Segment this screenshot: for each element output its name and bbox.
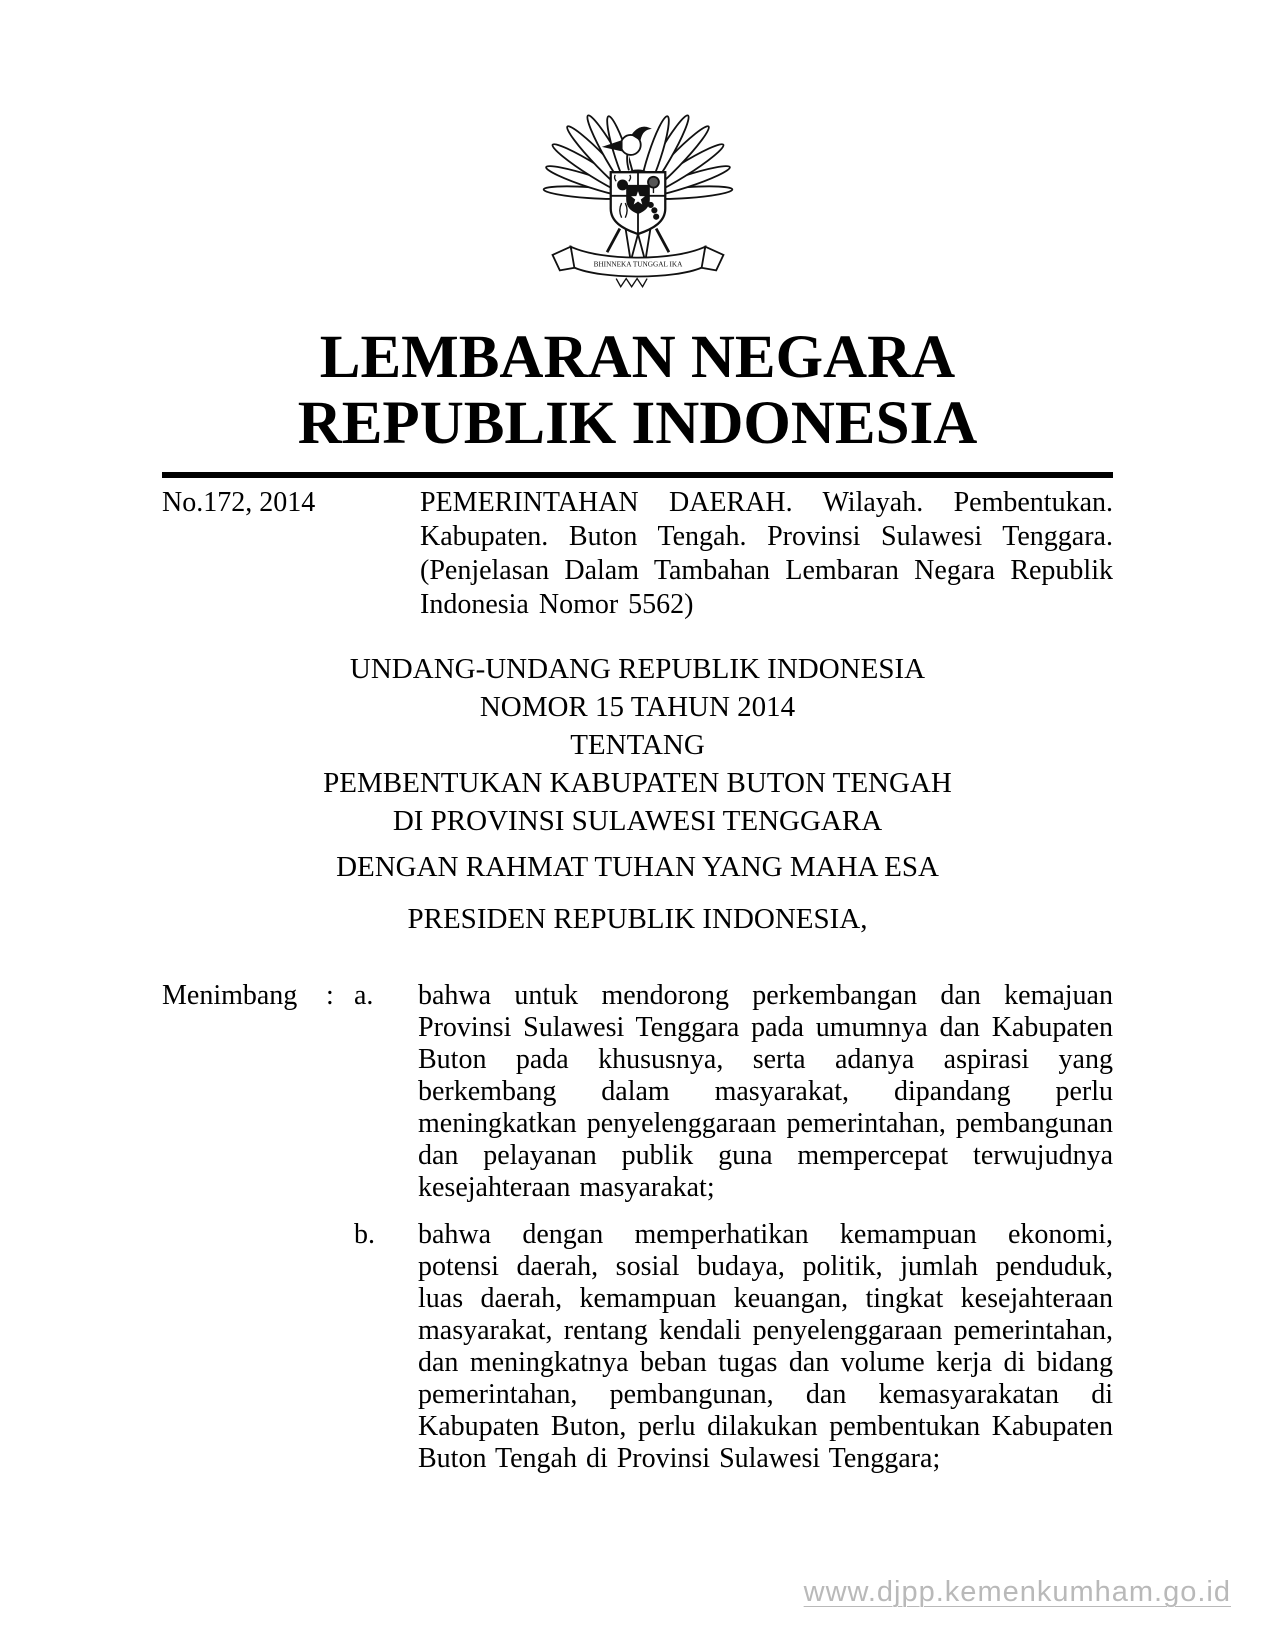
law-heading-line1: UNDANG-UNDANG REPUBLIK INDONESIA bbox=[349, 653, 926, 685]
law-heading-line5: DI PROVINSI SULAWESI TENGGARA bbox=[392, 805, 883, 837]
law-heading-line4: PEMBENTUKAN KABUPATEN BUTON TENGAH bbox=[323, 767, 952, 799]
considerations-label: Menimbang bbox=[162, 980, 298, 1011]
authority-line: PRESIDEN REPUBLIK INDONESIA, bbox=[407, 903, 868, 935]
garuda-icon bbox=[538, 88, 738, 300]
considerations-list bbox=[354, 980, 1113, 1475]
gazette-title-line1: LEMBARAN NEGARA bbox=[319, 324, 956, 391]
bull-glyph bbox=[618, 180, 627, 189]
issue-number: No.172, 2014 bbox=[162, 487, 316, 518]
item-marker: a. bbox=[354, 980, 374, 1011]
issue-row bbox=[162, 486, 1113, 622]
emblem-motto: BHINNEKA TUNGGAL IKA bbox=[593, 260, 683, 269]
title-divider-rule bbox=[162, 472, 1113, 478]
issue-subject: PEMERINTAHAN DAERAH. Wilayah. Pembentukan. Kabupaten. Buton Tengah. Provinsi Sulawesi Tenggara. (Penjelasan Dalam Tambahan Lembaran Negara Republik Indonesia Nomor 5562) bbox=[420, 487, 1113, 620]
considerations-separator: : bbox=[326, 980, 334, 1011]
law-heading bbox=[0, 650, 1275, 840]
watermark-url: www.djpp.kemenkumham.go.id bbox=[803, 1576, 1231, 1608]
consideration-item-a bbox=[354, 980, 1113, 1204]
consideration-item-b bbox=[354, 1219, 1113, 1475]
invocation-line: DENGAN RAHMAT TUHAN YANG MAHA ESA bbox=[336, 851, 939, 883]
item-text: bahwa dengan memperhatikan kemampuan ekonomi, potensi daerah, sosial budaya, politik, jumlah penduduk, luas daerah, kemampuan keuangan, tingkat kesejahteraan masyarakat, rentang kendali penyelenggaraan pemerintahan, dan meningkatnya beban tugas dan volume kerja di bidang pemerintahan, pembangunan, dan kemasyarakatan di Kabupaten Buton, perlu dilakukan pembentukan Kabupaten Buton Tengah di Provinsi Sulawesi Tenggara; bbox=[418, 1219, 1113, 1474]
law-heading-line3: TENTANG bbox=[570, 729, 705, 761]
law-heading-line2: NOMOR 15 TAHUN 2014 bbox=[479, 691, 796, 723]
gazette-title bbox=[0, 325, 1275, 457]
item-text: bahwa untuk mendorong perkembangan dan kemajuan Provinsi Sulawesi Tenggara pada umumnya dan Kabupaten Buton pada khususnya, serta adanya aspirasi yang berkembang dalam masyarakat, dipandang perlu meningkatkan penyelenggaraan pemerintahan, pembangunan dan pelayanan publik guna mempercepat terwujudnya kesejahteraan masyarakat; bbox=[418, 980, 1113, 1203]
item-marker: b. bbox=[354, 1219, 375, 1250]
gazette-title-line2: REPUBLIK INDONESIA bbox=[297, 390, 978, 457]
garuda-pancasila-emblem bbox=[538, 88, 738, 300]
considerations-section bbox=[162, 980, 1113, 1475]
